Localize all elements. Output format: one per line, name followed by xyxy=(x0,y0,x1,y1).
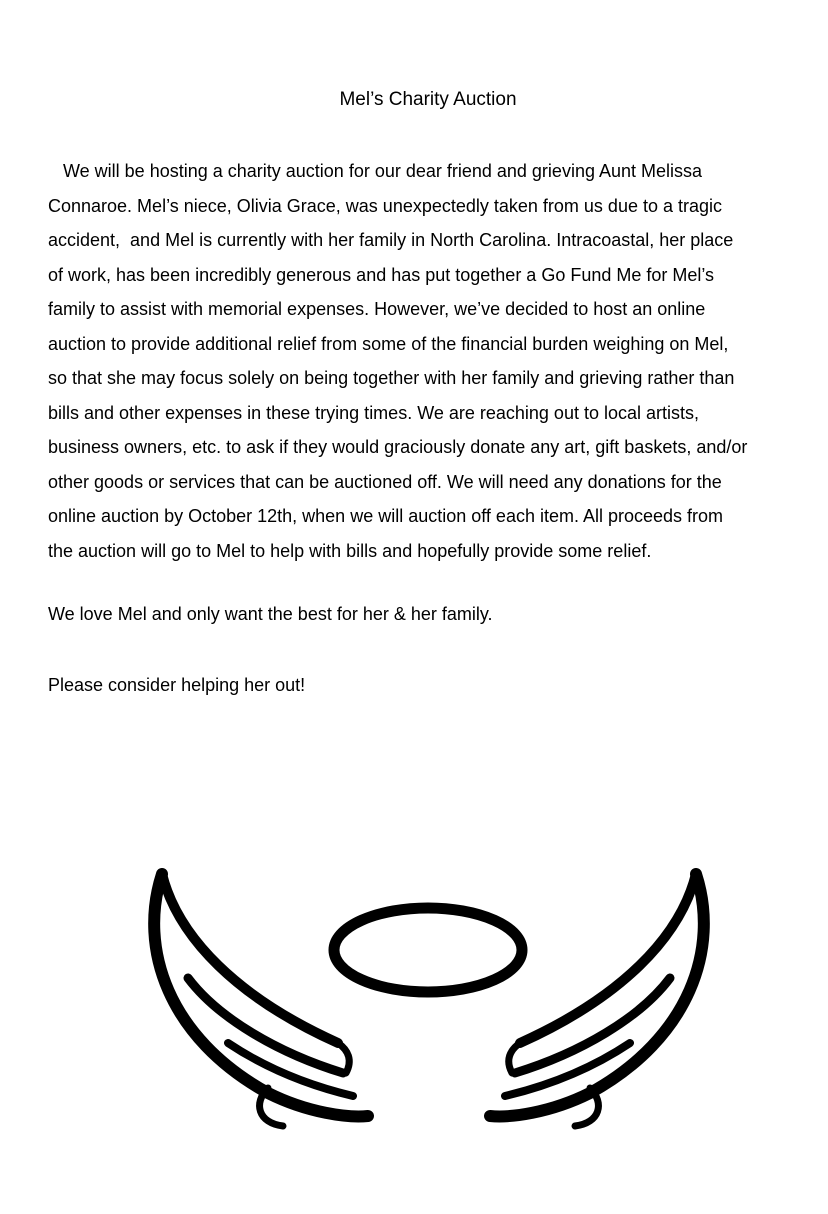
document-title: Mel’s Charity Auction xyxy=(339,89,517,110)
paragraph-line: of work, has been incredibly generous and has put together a Go Fund Me for Mel’s xyxy=(48,264,715,285)
paragraph-line: online auction by October 12th, when we will auction off each item. All proceeds from xyxy=(48,506,724,526)
left-wing-icon xyxy=(154,874,368,1126)
paragraph-line: bills and other expenses in these trying times. We are reaching out to local artists, xyxy=(48,402,699,423)
paragraph-line: auction to provide additional relief from some of the financial burden weighing on Mel, xyxy=(48,333,729,354)
paragraph-line: so that she may focus solely on being together with her family and grieving rather than xyxy=(48,368,735,388)
angel-wings-halo-shape xyxy=(154,874,704,1126)
paragraph-line: family to assist with memorial expenses. However, we’ve decided to host an online xyxy=(48,299,706,319)
paragraph-line: We will be hosting a charity auction for our dear friend and grieving Aunt Melissa xyxy=(48,161,703,181)
paragraph-line: other goods or services that can be auctioned off. We will need any donations for the xyxy=(48,471,722,492)
halo-icon xyxy=(334,908,522,992)
love-statement: We love Mel and only want the best for her & her family. xyxy=(48,604,493,624)
paragraph-line: Connaroe. Mel’s niece, Olivia Grace, was unexpectedly taken from us due to a tragic xyxy=(48,195,723,216)
paragraph-line: the auction will go to Mel to help with bills and hopefully provide some relief. xyxy=(48,540,652,561)
intro-paragraph xyxy=(48,154,808,568)
paragraph-line: business owners, etc. to ask if they would graciously donate any art, gift baskets, and/or xyxy=(48,437,748,457)
call-to-action: Please consider helping her out! xyxy=(48,675,306,695)
paragraph-line: accident, and Mel is currently with her family in North Carolina. Intracoastal, her place xyxy=(48,230,734,250)
right-wing-icon xyxy=(490,874,704,1126)
angel-wings-halo-icon xyxy=(148,868,713,1148)
